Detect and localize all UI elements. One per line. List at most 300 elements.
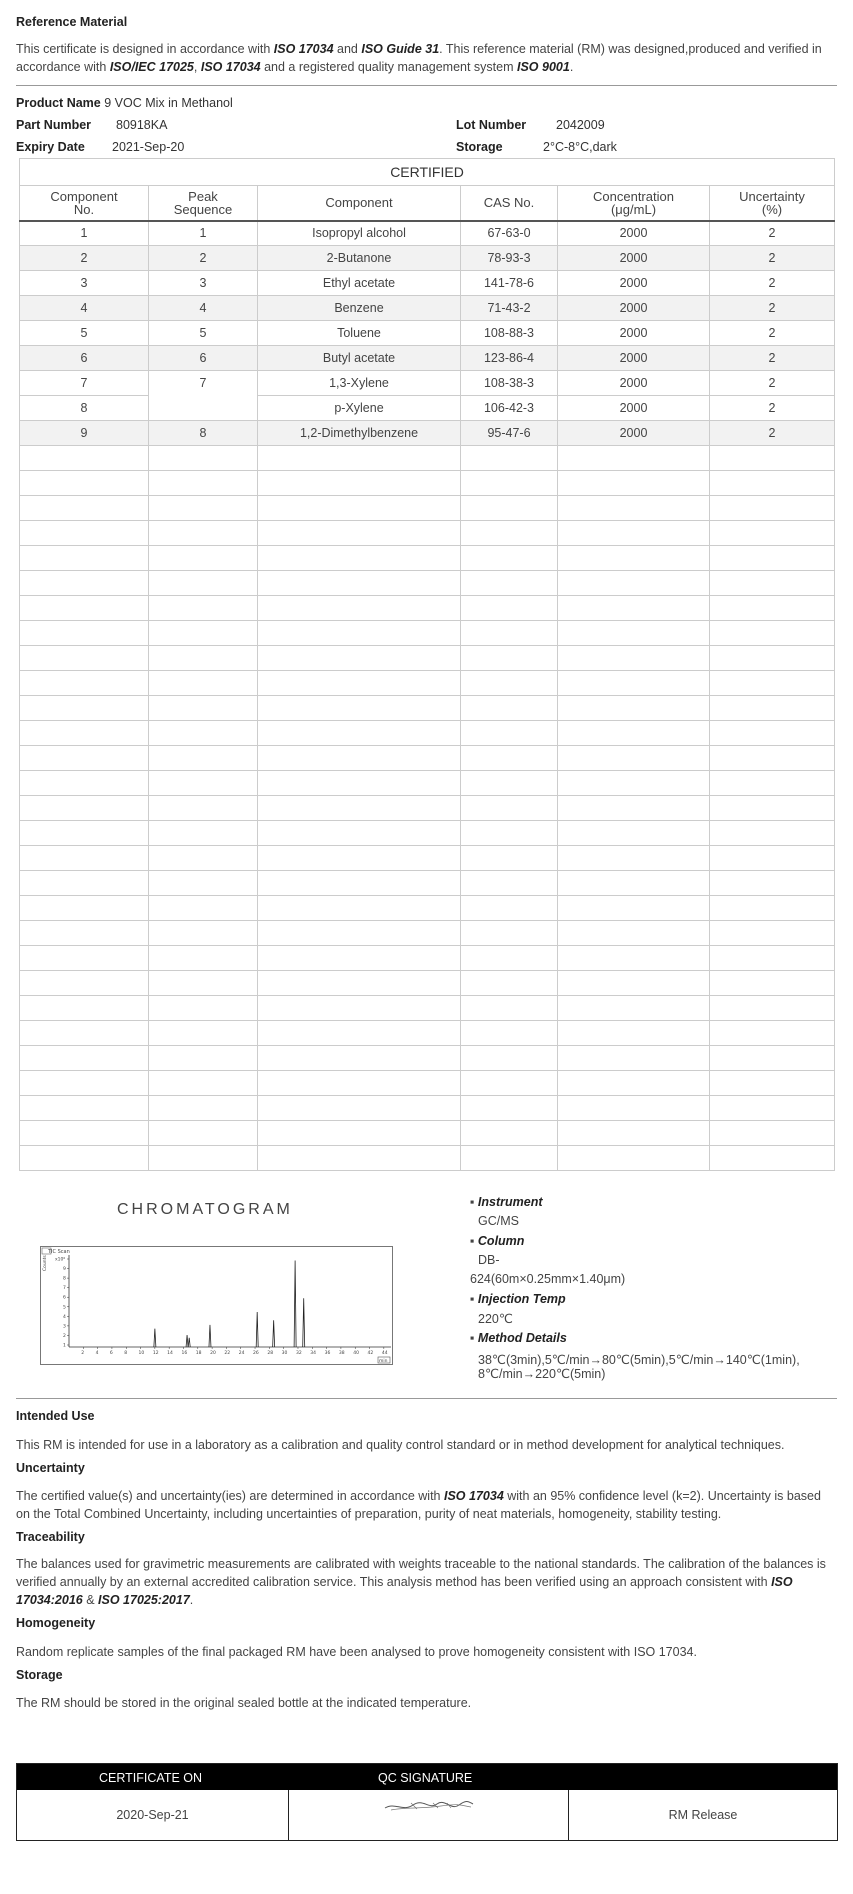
homogeneity-text: Random replicate samples of the final packaged RM have been analysed to prove homogeneity consistent with ISO 17034. xyxy=(16,1645,697,1659)
storage-text: The RM should be stored in the original sealed bottle at the indicated temperature. xyxy=(16,1696,472,1710)
empty-cell xyxy=(20,671,149,696)
cell-cas: 108-88-3 xyxy=(461,321,558,346)
empty-cell xyxy=(461,1021,558,1046)
header-comp-no-line2: No. xyxy=(73,201,95,217)
empty-cell xyxy=(558,1121,710,1146)
empty-cell xyxy=(20,646,149,671)
empty-cell xyxy=(461,771,558,796)
empty-cell xyxy=(558,571,710,596)
empty-cell xyxy=(258,571,461,596)
empty-cell xyxy=(558,721,710,746)
empty-cell xyxy=(149,1146,258,1171)
y-tick-label: 2 xyxy=(63,1333,66,1339)
empty-cell xyxy=(710,1096,835,1121)
certificate-date: 2020-Sep-21 xyxy=(17,1790,289,1840)
empty-cell xyxy=(20,1121,149,1146)
header-uncertainty xyxy=(710,186,835,221)
empty-cell xyxy=(558,771,710,796)
cell-peak: 1 xyxy=(149,221,258,246)
chromatogram-image xyxy=(40,1246,393,1365)
uncertainty-text-2: with an 95% confidence level (k=2). Uncertainty is based on the Total Combined Uncertainty, including uncertainties of preparation, purity of neat materials, homogeneity, stability testing. xyxy=(16,1489,821,1521)
empty-cell xyxy=(258,1046,461,1071)
iso-17034-ref-2: ISO 17034 xyxy=(200,60,261,74)
empty-cell xyxy=(149,1021,258,1046)
empty-cell xyxy=(20,596,149,621)
empty-cell xyxy=(20,1146,149,1171)
chromatogram-title: CHROMATOGRAM xyxy=(117,1201,293,1218)
empty-cell xyxy=(710,871,835,896)
empty-cell xyxy=(20,846,149,871)
empty-cell xyxy=(558,896,710,921)
table-row xyxy=(20,246,835,271)
empty-cell xyxy=(558,871,710,896)
empty-cell xyxy=(20,921,149,946)
empty-cell xyxy=(258,446,461,471)
empty-cell xyxy=(710,521,835,546)
table-row xyxy=(20,221,835,246)
empty-cell xyxy=(20,996,149,1021)
empty-cell xyxy=(258,921,461,946)
empty-row xyxy=(20,846,835,871)
empty-cell xyxy=(461,621,558,646)
empty-cell xyxy=(558,1096,710,1121)
cell-concentration: 2000 xyxy=(558,321,710,346)
chromatogram-peak xyxy=(294,1261,296,1347)
method-details-value-2: 8℃/min→220℃(5min) xyxy=(478,1367,606,1381)
uncertainty-text xyxy=(16,1487,838,1523)
traceability-text xyxy=(16,1555,838,1609)
header-concentration xyxy=(558,186,710,221)
y-tick-label: 9 xyxy=(63,1267,66,1273)
empty-cell xyxy=(710,446,835,471)
traceability-text-1: The balances used for gravimetric measurements are calibrated with weights traceable to the national standards. The calibration of the balances is verified annually by an external accredited calibration service. This analysis method has been verified using an approach consistent with xyxy=(16,1557,826,1589)
empty-cell xyxy=(558,1146,710,1171)
empty-cell xyxy=(258,696,461,721)
storage-value: 2°C-8°C,dark xyxy=(543,140,617,154)
empty-cell xyxy=(258,1071,461,1096)
empty-cell xyxy=(20,696,149,721)
certificate-footer xyxy=(16,1763,838,1841)
empty-cell xyxy=(20,896,149,921)
empty-cell xyxy=(558,621,710,646)
empty-row xyxy=(20,446,835,471)
empty-cell xyxy=(258,846,461,871)
empty-cell xyxy=(461,1121,558,1146)
traceability-amp: & xyxy=(82,1593,99,1607)
empty-row xyxy=(20,746,835,771)
column-label-text: Column xyxy=(477,1234,525,1248)
empty-row xyxy=(20,1121,835,1146)
chromatogram-peaks xyxy=(154,1261,305,1347)
table-row xyxy=(20,296,835,321)
x-tick-label: 22 xyxy=(224,1351,231,1356)
empty-cell xyxy=(258,946,461,971)
empty-cell xyxy=(149,846,258,871)
empty-cell xyxy=(710,1121,835,1146)
empty-cell xyxy=(461,596,558,621)
cell-component: p-Xylene xyxy=(258,396,461,421)
empty-row xyxy=(20,1146,835,1171)
empty-cell xyxy=(558,996,710,1021)
part-number-value: 80918KA xyxy=(116,118,168,132)
iso-guide-31-ref: ISO Guide 31 xyxy=(361,42,440,56)
x-tick-label: 34 xyxy=(310,1351,317,1356)
empty-cell xyxy=(258,721,461,746)
empty-cell xyxy=(461,571,558,596)
product-name-label: Product Name xyxy=(16,96,101,110)
empty-cell xyxy=(149,1096,258,1121)
instrument-value: GC/MS xyxy=(478,1214,519,1228)
cell-concentration: 2000 xyxy=(558,396,710,421)
empty-cell xyxy=(20,521,149,546)
legend-label: TIC Scan xyxy=(48,1249,70,1255)
empty-cell xyxy=(558,1071,710,1096)
chromatogram-peak xyxy=(209,1325,211,1347)
empty-cell xyxy=(461,696,558,721)
empty-cell xyxy=(710,1021,835,1046)
divider xyxy=(16,85,837,86)
signature-scribble-icon xyxy=(381,1796,477,1816)
empty-cell xyxy=(149,596,258,621)
reference-text-3: and a registered quality management system xyxy=(260,60,517,74)
product-name-value: 9 VOC Mix in Methanol xyxy=(104,96,233,110)
empty-cell xyxy=(558,596,710,621)
empty-cell xyxy=(258,771,461,796)
empty-cell xyxy=(258,1146,461,1171)
iso-9001-ref: ISO 9001 xyxy=(517,60,570,74)
cell-uncertainty: 2 xyxy=(710,271,835,296)
empty-cell xyxy=(710,921,835,946)
empty-cell xyxy=(710,546,835,571)
cell-peak: 2 xyxy=(149,246,258,271)
cell-cas: 141-78-6 xyxy=(461,271,558,296)
empty-row xyxy=(20,596,835,621)
empty-cell xyxy=(149,696,258,721)
x-tick-label: 14 xyxy=(167,1351,173,1356)
empty-cell xyxy=(149,571,258,596)
cell-peak: 4 xyxy=(149,296,258,321)
header-conc-line1: Concentration xyxy=(593,188,674,204)
header-unc-line2: (%) xyxy=(761,201,783,217)
empty-cell xyxy=(149,971,258,996)
empty-cell xyxy=(710,746,835,771)
empty-cell xyxy=(461,1096,558,1121)
chromatogram-peak xyxy=(256,1312,258,1347)
empty-cell xyxy=(558,846,710,871)
empty-cell xyxy=(149,821,258,846)
empty-cell xyxy=(710,721,835,746)
cell-component: 1,2-Dimethylbenzene xyxy=(258,421,461,446)
empty-cell xyxy=(20,471,149,496)
empty-cell xyxy=(20,771,149,796)
empty-cell xyxy=(461,796,558,821)
empty-cell xyxy=(558,1021,710,1046)
reference-heading: Reference Material xyxy=(16,15,128,29)
x-tick-label: 2 xyxy=(81,1351,85,1356)
chromatogram-peak xyxy=(188,1338,190,1347)
cell-component: 2-Butanone xyxy=(258,246,461,271)
empty-cell xyxy=(258,746,461,771)
empty-cell xyxy=(461,1046,558,1071)
cell-concentration: 2000 xyxy=(558,271,710,296)
empty-row xyxy=(20,921,835,946)
table-row xyxy=(20,421,835,446)
cell-uncertainty: 2 xyxy=(710,296,835,321)
empty-cell xyxy=(149,471,258,496)
table-row xyxy=(20,271,835,296)
cell-component: Ethyl acetate xyxy=(258,271,461,296)
cell-concentration: 2000 xyxy=(558,421,710,446)
empty-cell xyxy=(461,1071,558,1096)
qc-signature-cell xyxy=(289,1790,569,1840)
empty-cell xyxy=(20,1046,149,1071)
cell-concentration: 2000 xyxy=(558,296,710,321)
table-row xyxy=(20,321,835,346)
y-axis-label: Counts xyxy=(43,1255,48,1271)
empty-cell xyxy=(20,496,149,521)
injection-label-text: Injection Temp xyxy=(477,1292,566,1306)
y-tick-label: 7 xyxy=(63,1286,66,1292)
cell-concentration: 2000 xyxy=(558,371,710,396)
empty-row xyxy=(20,571,835,596)
empty-row xyxy=(20,996,835,1021)
table-row xyxy=(20,396,835,421)
empty-cell xyxy=(149,521,258,546)
empty-row xyxy=(20,971,835,996)
injection-temp-value: 220℃ xyxy=(478,1312,513,1326)
cell-no: 7 xyxy=(20,371,149,396)
reference-paragraph xyxy=(16,40,838,76)
cell-concentration: 2000 xyxy=(558,346,710,371)
reference-text-1: This certificate is designed in accordance with xyxy=(16,42,274,56)
traceability-iso-ref-2: ISO 17025:2017 xyxy=(98,1593,190,1607)
iso-17034-ref: ISO 17034 xyxy=(273,42,334,56)
cell-cas: 108-38-3 xyxy=(461,371,558,396)
empty-cell xyxy=(461,671,558,696)
y-tick-label: 4 xyxy=(63,1314,66,1320)
cell-component: Toluene xyxy=(258,321,461,346)
empty-cell xyxy=(258,896,461,921)
x-tick-label: 16 xyxy=(181,1351,188,1356)
column-value-2: 624(60m×0.25mm×1.40μm) xyxy=(470,1272,626,1286)
empty-cell xyxy=(461,921,558,946)
expiry-date-label: Expiry Date xyxy=(16,140,85,154)
empty-cell xyxy=(710,646,835,671)
empty-cell xyxy=(558,471,710,496)
footer-header-bar xyxy=(17,1764,837,1790)
x-tick-label: 40 xyxy=(353,1351,359,1356)
cell-cas: 123-86-4 xyxy=(461,346,558,371)
empty-cell xyxy=(558,696,710,721)
intended-use-text: This RM is intended for use in a laboratory as a calibration and quality control standard or in method development for analytical techniques. xyxy=(16,1438,785,1452)
header-peak-line1: Peak xyxy=(188,188,218,204)
empty-cell xyxy=(461,996,558,1021)
empty-cell xyxy=(461,1146,558,1171)
cell-component: Benzene xyxy=(258,296,461,321)
empty-cell xyxy=(149,546,258,571)
cell-no: 9 xyxy=(20,421,149,446)
cell-no: 8 xyxy=(20,396,149,421)
empty-row xyxy=(20,821,835,846)
empty-cell xyxy=(149,446,258,471)
instrument-label: ▪ Instrument xyxy=(470,1195,543,1209)
header-component: Component xyxy=(258,186,461,221)
x-tick-label: 18 xyxy=(195,1351,202,1356)
empty-cell xyxy=(710,796,835,821)
method-details-label-text: Method Details xyxy=(477,1331,567,1345)
empty-row xyxy=(20,646,835,671)
empty-cell xyxy=(20,1071,149,1096)
empty-cell xyxy=(258,621,461,646)
y-tick-label: x10⁶ xyxy=(55,1257,66,1263)
cell-concentration: 2000 xyxy=(558,246,710,271)
cell-no: 2 xyxy=(20,246,149,271)
uncertainty-iso-ref: ISO 17034 xyxy=(444,1489,504,1503)
empty-cell xyxy=(20,1096,149,1121)
chromatogram-peak xyxy=(186,1335,188,1347)
empty-row xyxy=(20,471,835,496)
empty-cell xyxy=(149,771,258,796)
empty-cell xyxy=(558,521,710,546)
empty-cell xyxy=(710,821,835,846)
rm-release: RM Release xyxy=(668,1808,738,1822)
chromatogram-axes xyxy=(55,1255,391,1356)
column-label: ▪ Column xyxy=(470,1234,525,1248)
empty-cell xyxy=(258,871,461,896)
header-conc-line2: (μg/mL) xyxy=(610,201,657,217)
empty-cell xyxy=(710,571,835,596)
y-tick-label: 3 xyxy=(63,1324,66,1330)
empty-cell xyxy=(461,971,558,996)
empty-cell xyxy=(461,846,558,871)
chromatogram-peak xyxy=(154,1329,156,1347)
x-tick-label: 28 xyxy=(267,1351,274,1356)
traceability-dot: . xyxy=(189,1593,194,1607)
empty-row xyxy=(20,621,835,646)
empty-cell xyxy=(558,546,710,571)
empty-row xyxy=(20,896,835,921)
x-tick-label: 8 xyxy=(124,1351,128,1356)
y-tick-label: 1 xyxy=(63,1343,66,1349)
empty-cell xyxy=(149,996,258,1021)
x-tick-label: 4 xyxy=(95,1351,99,1356)
empty-row xyxy=(20,696,835,721)
empty-cell xyxy=(20,796,149,821)
empty-cell xyxy=(461,496,558,521)
lot-number-value: 2042009 xyxy=(556,118,605,132)
empty-cell xyxy=(20,821,149,846)
iso-iec-17025-ref: ISO/IEC 17025 xyxy=(109,60,194,74)
divider xyxy=(16,1398,837,1399)
empty-cell xyxy=(710,846,835,871)
empty-cell xyxy=(710,496,835,521)
cell-uncertainty: 2 xyxy=(710,421,835,446)
x-tick-label: 24 xyxy=(238,1351,245,1356)
y-tick-label: 5 xyxy=(63,1305,66,1311)
empty-cell xyxy=(710,671,835,696)
empty-cell xyxy=(149,1046,258,1071)
certificate-on-label: CERTIFICATE ON xyxy=(99,1771,203,1785)
lot-number-label: Lot Number xyxy=(456,118,527,132)
empty-cell xyxy=(258,471,461,496)
empty-cell xyxy=(461,721,558,746)
header-unc-line1: Uncertainty xyxy=(739,188,805,204)
cell-no: 1 xyxy=(20,221,149,246)
x-tick-label: 6 xyxy=(109,1351,113,1356)
cell-no: 4 xyxy=(20,296,149,321)
empty-cell xyxy=(710,946,835,971)
empty-cell xyxy=(558,946,710,971)
empty-cell xyxy=(149,621,258,646)
empty-cell xyxy=(258,1021,461,1046)
cell-component: 1,3-Xylene xyxy=(258,371,461,396)
footer-values-row xyxy=(17,1790,837,1840)
empty-cell xyxy=(149,871,258,896)
empty-cell xyxy=(149,921,258,946)
uncertainty-heading: Uncertainty xyxy=(16,1461,85,1475)
storage-label: Storage xyxy=(456,140,503,154)
cell-cas: 95-47-6 xyxy=(461,421,558,446)
table-row xyxy=(20,346,835,371)
empty-row xyxy=(20,1046,835,1071)
empty-cell xyxy=(558,496,710,521)
empty-cell xyxy=(258,1121,461,1146)
cell-uncertainty: 2 xyxy=(710,346,835,371)
header-peak-sequence xyxy=(149,186,258,221)
empty-cell xyxy=(558,746,710,771)
reference-and: and xyxy=(333,42,362,56)
empty-cell xyxy=(149,946,258,971)
storage-heading: Storage xyxy=(16,1668,63,1682)
chromatogram-peak xyxy=(273,1320,275,1347)
x-tick-label: 36 xyxy=(324,1351,331,1356)
expiry-date-value: 2021-Sep-20 xyxy=(112,140,185,154)
empty-cell xyxy=(710,896,835,921)
empty-row xyxy=(20,946,835,971)
y-tick-label: 6 xyxy=(63,1295,66,1301)
cell-no: 3 xyxy=(20,271,149,296)
empty-cell xyxy=(461,446,558,471)
empty-cell xyxy=(149,746,258,771)
empty-cell xyxy=(558,646,710,671)
x-tick-label: 26 xyxy=(253,1351,259,1356)
empty-cell xyxy=(710,596,835,621)
empty-cell xyxy=(258,796,461,821)
reference-comma: , xyxy=(193,60,201,74)
empty-cell xyxy=(461,521,558,546)
empty-cell xyxy=(258,646,461,671)
cell-cas: 106-42-3 xyxy=(461,396,558,421)
empty-cell xyxy=(258,971,461,996)
empty-cell xyxy=(149,721,258,746)
cell-uncertainty: 2 xyxy=(710,321,835,346)
cell-peak: 6 xyxy=(149,346,258,371)
empty-cell xyxy=(710,621,835,646)
cell-concentration: 2000 xyxy=(558,221,710,246)
header-comp-no-line1: Component xyxy=(50,188,118,204)
homogeneity-heading: Homogeneity xyxy=(16,1616,96,1630)
empty-cell xyxy=(149,796,258,821)
uncertainty-text-1: The certified value(s) and uncertainty(ies) are determined in accordance with xyxy=(16,1489,444,1503)
empty-cell xyxy=(710,771,835,796)
empty-cell xyxy=(710,971,835,996)
x-tick-label: 10 xyxy=(138,1351,145,1356)
header-cas-no: CAS No. xyxy=(461,186,558,221)
empty-row xyxy=(20,771,835,796)
empty-cell xyxy=(20,546,149,571)
empty-cell xyxy=(558,796,710,821)
empty-cell xyxy=(20,871,149,896)
